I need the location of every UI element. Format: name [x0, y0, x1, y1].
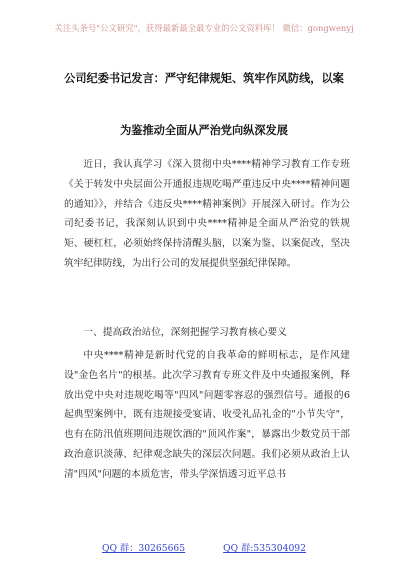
body-paragraph-section-1: 中央****精神是新时代党的自我革命的鲜明标志，是作风建设"金色名片"的根基。此次学习教育专班文件及中央通报案例，释放出党中央对违规吃喝等"四风"问题零容忍的强烈信号。通报的6起典型案例中，既有违规接受宴请、收受礼品礼金的"小节失守"，也有在防汛值班期间违规饮酒的"顶风作案"，暴露出少数党员干部政治意识淡薄、纪律观念缺失的深层次问题。我们必须从政治上认清"四风"问题的本质危害，带头学深悟透习近平总书	[64, 350, 350, 480]
section-heading: 一、提高政治站位，深刻把握学习教育核心要义	[83, 327, 287, 338]
document-title-line-2: 为鉴推动全面从严治党向纵深发展	[120, 123, 288, 137]
footer-qq-group-1[interactable]: QQ 群：30265665	[101, 543, 186, 554]
footer-qq-group-2[interactable]: QQ 群:535304092	[223, 543, 306, 554]
body-paragraph-intro: 近日，我认真学习《深入贯彻中央****精神学习教育工作专班《关于转发中央层面公开通报违规吃喝严重违反中央****精神问题的通知》》，并结合《违反央****精神案例》开展深入研讨。作为公司纪委书记，我深刻认识到中央****精神是全面从严治党的铁规矩、硬杠杠，必须始终保持清醒头脑，以案为鉴、以案促改，坚决筑牢纪律防线，为出行公司的发展提供坚强纪律保障。	[64, 159, 350, 269]
document-title-line-1: 公司纪委书记发言：严守纪律规矩、筑牢作风防线，以案	[64, 71, 344, 85]
promo-banner: 关注头条号"公文研究"，获得最新最全最专业的公文资料库！ 微信：gongwenyj	[54, 23, 354, 33]
footer-contact	[0, 540, 408, 554]
